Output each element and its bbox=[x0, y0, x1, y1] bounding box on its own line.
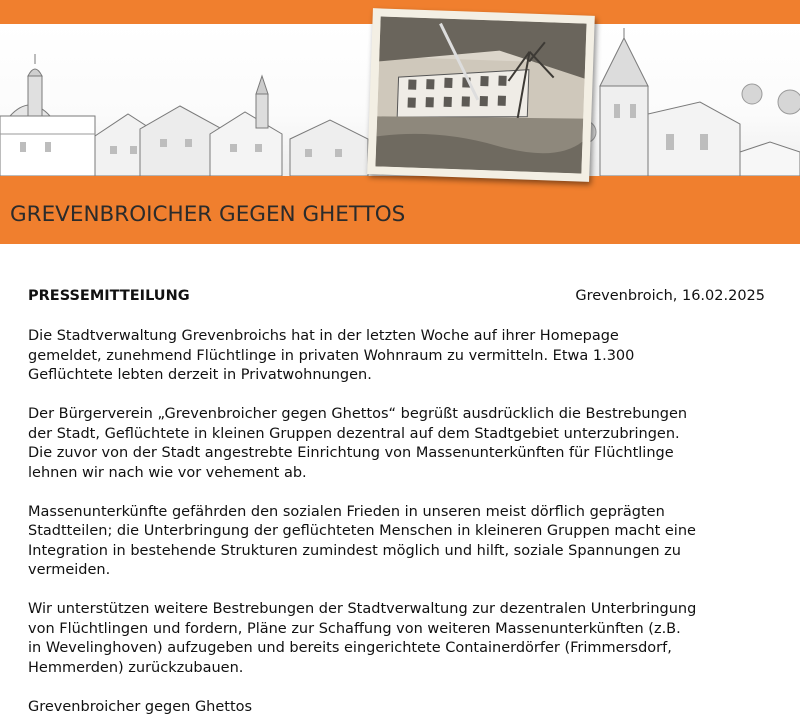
signature: Grevenbroicher gegen Ghettos bbox=[28, 698, 253, 715]
press-release bbox=[28, 287, 768, 717]
building-photo bbox=[367, 8, 595, 182]
paragraph-4: Wir unterstützen weitere Bestrebungen der Stadtverwaltung zur dezentralen Unterbringung von Flüchtlingen und fordern, Pläne zur Schaffung von weiteren Massenunterkünften (z.B. in Wevelinghoven) aufzugeben und bereits eingerichtete Containerdörfer (Frimmersdorf, Hemmerden) zurückzubauen. bbox=[28, 601, 697, 676]
press-release-place-date: Grevenbroich, 16.02.2025 bbox=[575, 288, 765, 304]
paragraph-3: Massenunterkünfte gefährden den sozialen Frieden in unseren meist dörflich geprägten Stadtteilen; die Unterbringung der geflüchteten Menschen in kleineren Gruppen macht eine Integration in bestehende Strukturen zumindest möglich und hilft, soziale Spannungen zu vermeiden. bbox=[28, 503, 696, 578]
press-release-header bbox=[28, 287, 768, 307]
site-title: GREVENBROICHER GEGEN GHETTOS bbox=[10, 202, 406, 227]
paragraph-2: Der Bürgerverein „Grevenbroicher gegen Ghettos“ begrüßt ausdrücklich die Bestrebungen der Stadt, Geflüchtete in kleinen Gruppen dezentral auf dem Stadtgebiet unterzubringen. Die zuvor von der Stadt angestrebte Einrichtung von Massenunterkünften für Flüchtlinge lehnen wir nach wie vor vehement ab. bbox=[28, 406, 688, 481]
press-release-heading: PRESSEMITTEILUNG bbox=[28, 288, 190, 304]
title-bar bbox=[0, 176, 800, 244]
paragraph-1: Die Stadtverwaltung Grevenbroichs hat in der letzten Woche auf ihrer Homepage gemeldet, zunehmend Flüchtlinge in privaten Wohnraum zu vermitteln. Etwa 1.300 Geflüchtete lebten derzeit in Privatwohnungen. bbox=[28, 328, 635, 383]
